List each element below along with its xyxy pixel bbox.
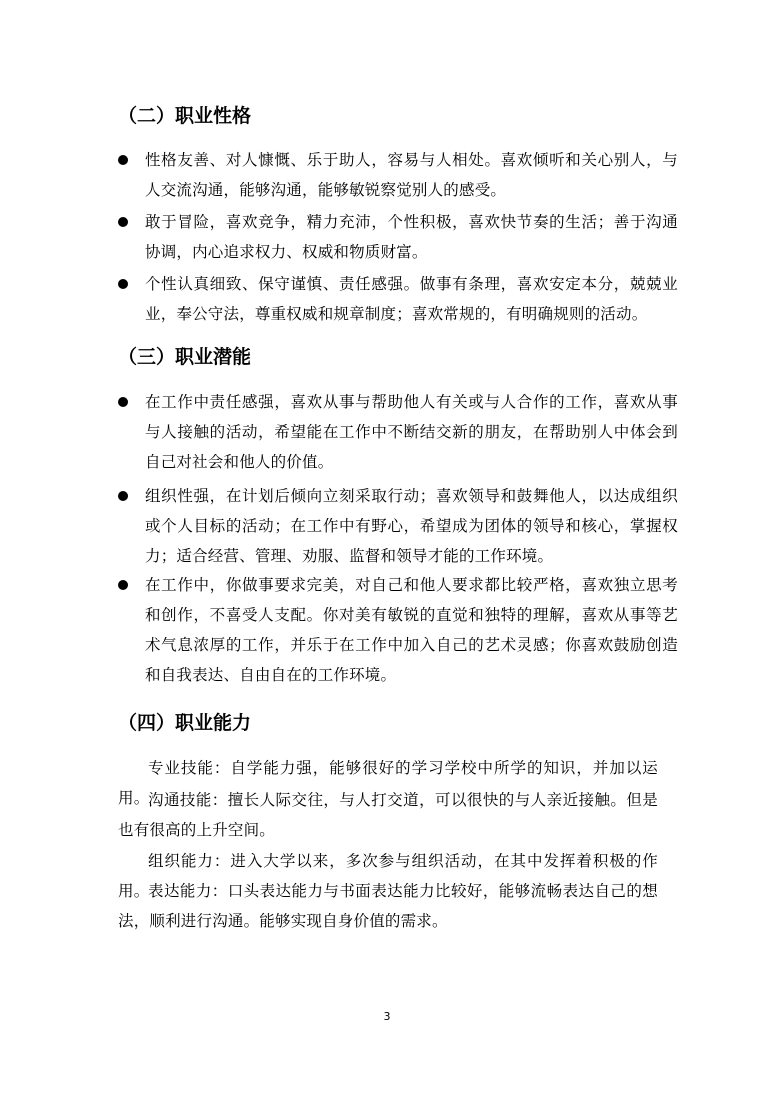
paragraph-professional-skills: 专业技能：自学能力强，能够很好的学习学校中所学的知识，并加以运用。 xyxy=(118,759,658,807)
bullet-icon xyxy=(118,580,128,590)
list-item xyxy=(118,481,678,571)
bullet-icon xyxy=(118,397,128,407)
paragraph-organization-ability: 组织能力：进入大学以来，多次参与组织活动，在其中发挥着积极的作用。 xyxy=(118,852,658,900)
section-heading-personality: （二）职业性格 xyxy=(118,105,252,127)
bullet-text: 个性认真细致、保守谨慎、责任感强。做事有条理，喜欢安定本分，兢兢业业，奉公守法，尊重权威和规章制度；喜欢常规的，有明确规则的活动。 xyxy=(145,275,678,323)
bullet-icon xyxy=(118,491,128,501)
bullet-text: 在工作中，你做事要求完美，对自己和他人要求都比较严格，喜欢独立思考和创作，不喜受人支配。你对美有敏锐的直觉和独特的理解，喜欢从事等艺术气息浓厚的工作，并乐于在工作中加入自己的艺术灵感；你喜欢鼓励创造和自我表达、自由自在的工作环境。 xyxy=(145,576,678,684)
bullet-icon xyxy=(118,155,128,165)
section-heading-potential: （三）职业潜能 xyxy=(118,346,252,368)
paragraph-expression-ability: 表达能力：口头表达能力与书面表达能力比较好，能够流畅表达自己的想法，顺利进行沟通。能够实现自身价值的需求。 xyxy=(118,882,658,930)
bullet-icon xyxy=(118,279,128,289)
list-item xyxy=(118,269,678,329)
list-item xyxy=(118,570,678,690)
section-heading-ability: （四）职业能力 xyxy=(118,712,252,734)
bullet-icon xyxy=(118,217,128,227)
bullet-text: 敢于冒险，喜欢竞争，精力充沛，个性积极，喜欢快节奏的生活；善于沟通协调，内心追求权力、权威和物质财富。 xyxy=(145,213,678,261)
list-item xyxy=(118,387,678,477)
bullet-text: 组织性强，在计划后倾向立刻采取行动；喜欢领导和鼓舞他人，以达成组织或个人目标的活动；在工作中有野心，希望成为团体的领导和核心，掌握权力；适合经营、管理、劝服、监督和领导才能的工作环境。 xyxy=(145,487,678,565)
page-number: 3 xyxy=(383,1010,391,1023)
bullet-text: 性格友善、对人慷慨、乐于助人，容易与人相处。喜欢倾听和关心别人，与人交流沟通，能够沟通，能够敏锐察觉别人的感受。 xyxy=(145,151,678,199)
list-item xyxy=(118,207,678,267)
bullet-text: 在工作中责任感强，喜欢从事与帮助他人有关或与人合作的工作，喜欢从事与人接触的活动，希望能在工作中不断结交新的朋友，在帮助别人中体会到自己对社会和他人的价值。 xyxy=(145,393,678,471)
paragraph-communication-skills: 沟通技能：擅长人际交往，与人打交道，可以很快的与人亲近接触。但是也有很高的上升空间。 xyxy=(118,791,658,839)
list-item xyxy=(118,145,678,205)
